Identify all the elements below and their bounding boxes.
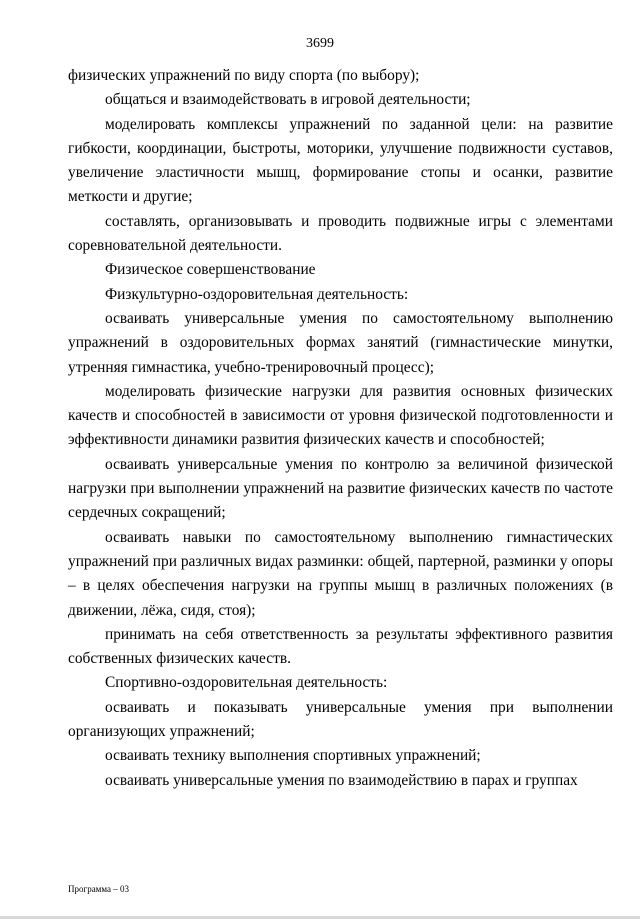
- paragraph-9: осваивать универсальные умения по контролю за величиной физической нагрузки при выполнении упражнений на развитие физических качеств по частоте сердечных сокращений;: [68, 455, 613, 522]
- page-number: 3699: [306, 36, 334, 51]
- paragraph-3: моделировать комплексы упражнений по заданной цели: на развитие гибкости, координации, быстроты, моторики, улучшение подвижности суставов, увеличение эластичности мышц, формирование стопы и осанки, развитие меткости и другие;: [68, 115, 613, 206]
- paragraph-10: осваивать навыки по самостоятельному выполнению гимнастических упражнений при различных видах разминки: общей, партерной, разминки у опоры – в целях обеспечения нагрузки на группы мышц в различных положениях (в движении, лёжа, сидя, стоя);: [68, 528, 613, 619]
- paragraph-8: моделировать физические нагрузки для развития основных физических качеств и способностей в зависимости от уровня физической подготовленности и эффективности динамики развития физических качеств и способностей;: [68, 382, 613, 449]
- paragraph-7: осваивать универсальные умения по самостоятельному выполнению упражнений в оздоровительных формах занятий (гимнастические минутки, утренняя гимнастика, учебно-тренировочный процесс);: [68, 309, 613, 376]
- footer-label: Программа – 03: [68, 884, 130, 894]
- paragraph-11: принимать на себя ответственность за результаты эффективного развития собственных физических качеств.: [68, 625, 613, 668]
- paragraph-4: составлять, организовывать и проводить подвижные игры с элементами соревновательной деятельности.: [68, 212, 613, 255]
- subsection-heading-sport-activity: Спортивно-оздоровительная деятельность:: [105, 674, 388, 692]
- paragraph-14: осваивать технику выполнения спортивных упражнений;: [105, 747, 481, 765]
- paragraph-2: общаться и взаимодействовать в игровой деятельности;: [105, 91, 471, 109]
- paragraph-15: осваивать универсальные умения по взаимодействию в парах и группах: [105, 771, 578, 789]
- paragraph-1: физических упражнений по виду спорта (по выбору);: [68, 67, 420, 84]
- section-heading-physical-improvement: Физическое совершенствование: [105, 261, 316, 279]
- subsection-heading-fitness-activity: Физкультурно-оздоровительная деятельность:: [105, 285, 409, 303]
- body-text: [68, 64, 613, 793]
- paragraph-13: осваивать и показывать универсальные умения при выполнении организующих упражнений;: [68, 698, 613, 741]
